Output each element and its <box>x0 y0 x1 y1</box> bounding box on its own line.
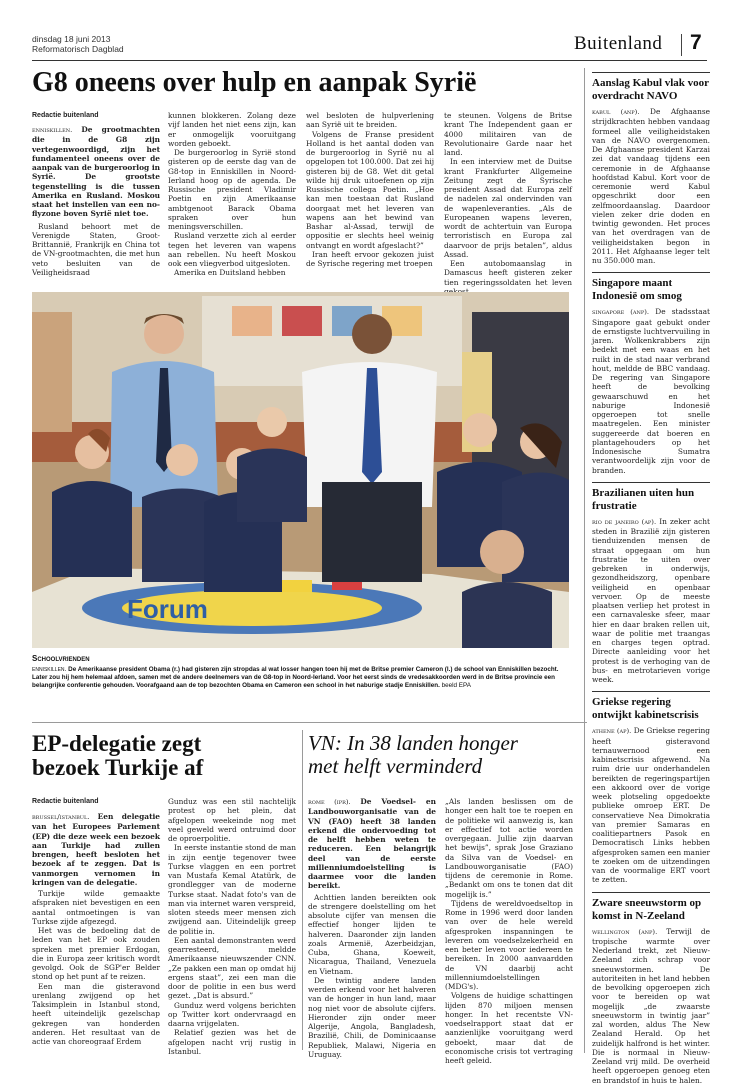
issue-date: dinsdag 18 juni 2013 <box>32 34 111 44</box>
classroom-photo <box>32 292 569 648</box>
ep-col-1 <box>32 812 160 1046</box>
main-byline: Redactie buitenland <box>32 112 99 119</box>
ep-lead: Een delegatie van het Europees Parlement (EP) die deze week een bezoek aan Turkije had zullen brengen, heeft besloten het bezoek af te zeggen. Dat is vanmorgen vernomen in kringen van de delegatie. <box>32 812 160 887</box>
paragraph: In eerste instantie stond de man in zijn eentje tegenover twee Turkse vlaggen en een portret van Mustafa Kemal Atatürk, de grondlegger van de moderne Turkse staat. Nadat foto's van de man via internet waren verspreid, sloten steeds meer mensen zich zwijgend aan. Uiteindelijk greep de politie in. <box>168 843 296 936</box>
section-title: Buitenland <box>574 33 663 54</box>
main-col-4 <box>444 111 572 296</box>
sidebar-item-greece <box>592 691 710 884</box>
paragraph: Amerika en Duitsland hebben <box>174 268 286 278</box>
sidebar-text: In zeker acht steden in Brazilië zijn gisteren tienduizenden mensen de straat opgegaan om hun frustratie te uiten over gebreken in onderwijs, gezondheidszorg, openbare veiligheid en openbaar vervoer. Op de meeste plaatsen verliep het protest in een carnavaleske sfeer, maar hier en daar braken rellen uit, waar de politie met traangas en charges tegen optrad. Directe aanleiding voor het protest is de verhoging van de bus- en metrotarieven vorige week. <box>592 516 710 684</box>
paragraph: Het was de bedoeling dat de leden van het EP ook zouden spreken met premier Erdogan, die in Europa zeer kritisch wordt gevolgd. Ook de SGP'er Belder stond op het punt af te reizen. <box>32 926 160 982</box>
paragraph: Tijdens de wereldvoedseltop in Rome in 1996 werd door landen van over de hele wereld afgesproken inspanningen te leveren om voedselzekerheid en een beter leven voor iedereen te bereiken. In 2000 aanvaardden de VN daarbij acht millenniumdoelstellingen (MDG's). <box>445 898 573 991</box>
vn-headline <box>308 732 588 778</box>
sidebar-headline: Singapore maant Indonesië om smog <box>592 277 682 303</box>
paragraph: te steunen. Volgens de Britse krant The Independent gaan er 4000 militairen van de Revolutionaire Garde naar het land. <box>444 111 572 157</box>
paragraph: Iran heeft ervoor gekozen juist de Syrische regering met troepen <box>306 249 434 268</box>
vn-headline-line-1: VN: In 38 landen honger <box>308 731 518 755</box>
sidebar-item-new-zealand <box>592 892 710 1085</box>
paragraph: Relatief gezien was het de afgelopen nacht vrij rustig in Istanbul. <box>168 1028 296 1056</box>
paper-name: Reformatorisch Dagblad <box>32 44 124 54</box>
paragraph: Gunduz was een stil nachtelijk protest op het plein, dat afgelopen weekeinde nog met veel geweld werd ontruimd door de oproerpolitie. <box>168 797 296 843</box>
sidebar-rule <box>592 72 710 73</box>
sidebar-rule <box>592 482 710 483</box>
vn-lead: De Voedsel- en Landbouworganisatie van de VN (FAO) heeft 38 landen erkend die ondervoeding tot de helft hebben weten te reduceren. Een belangrijk deel van de eerste millenniumdoelstelling is daarmee voor die landen bereikt. <box>308 797 436 891</box>
sidebar-body <box>592 927 710 1085</box>
sidebar-divider <box>584 68 585 1053</box>
photo-credit: beeld EPA <box>441 682 471 689</box>
column-divider <box>302 730 303 1050</box>
ep-col-2 <box>168 797 296 1056</box>
sidebar-item-singapore <box>592 272 710 475</box>
sidebar-headline: Brazilianen uiten hun frustratie <box>592 486 695 512</box>
ep-dateline: brussel/istanbul. <box>32 813 90 821</box>
paragraph: Een autobomaanslag in Damascus heeft gisteren zeker tien regeringssoldaten het leven <box>444 259 572 287</box>
page-number: 7 <box>690 31 702 54</box>
sidebar-body <box>592 107 710 265</box>
vn-dateline: rome (ipr). <box>308 798 351 806</box>
masthead-info <box>32 34 124 54</box>
sidebar-headline: Aanslag Kabul vlak voor overdracht NAVO <box>592 77 709 102</box>
sidebar-item-kabul <box>592 72 710 265</box>
sidebar-text: De Griekse regering heeft gisteravond ternauwernood een kabinetscrisis afgewend. Na ruim drie uur onderhandelen bereikten de regeringspartijen een akkoord over de vorige week plotseling opgedoekte publieke omroep ERT. De conservatieve Nea Dimokratia van premier Samaras en coalitiepartners Pasok en Democratisch Links hebben afgesproken samen een manier te zoeken om de uitzendingen van de voormalige ERT voort te zetten. <box>592 726 711 885</box>
news-photo <box>32 292 569 648</box>
paragraph: Een man die gisteravond urenlang zwijgend op het Taksimplein in Istanbul stond, heeft uiteindelijk gezelschap gekregen van honderden anderen. Het resultaat van de actie van choreograaf Erdem <box>32 981 160 1046</box>
paragraph: Rusland verzette zich al eerder tegen het leveren van wapens aan rebellen. Nu heeft Moskou ook een vliegverbod uitgesloten. <box>168 231 296 268</box>
sidebar-body <box>592 307 710 475</box>
mural-lettering: Forum <box>127 594 208 624</box>
sidebar-text: De Afghaanse strijdkrachten hebben vandaag formeel alle veiligheidstaken van de NAVO overgenomen. De Afghaanse president Karzai zei dat vandaag tijdens een ceremonie in de Afghaanse hoofdstad Kabul. Kort voor de ceremonie werd Kabul opgeschrikt door een zelfmoordaanslag. Daardoor vielen zeker drie doden en twintig gewonden. Het proces van het overdragen van de veiligheidstaken begon in 2011. Het Afghaanse leger telt nu 350.000 man. <box>592 107 710 265</box>
main-col-3 <box>306 111 434 268</box>
sidebar <box>592 72 710 1085</box>
sidebar-body <box>592 517 710 685</box>
sidebar-rule <box>592 272 710 273</box>
ep-headline-line-1: EP-delegatie zegt <box>32 731 202 756</box>
paragraph: Volgens de huidige schattingen lijden 870 miljoen mensen honger. In het recentste VN-voedselrapport staat dat er aanzienlijke vooruitgang werd geboekt, maar dat de economische crisis tot vertraging heeft geleid. <box>445 991 573 1065</box>
paragraph: De twintig andere landen werden erkend voor het halveren van de honger in hun land, maar nog niet voor de absolute cijfers. Hieronder zijn onder meer Algerije, Angola, Bangladesh, Brazilië, Chili, de Dominicaanse Republiek, Malawi, Nigeria en Uruguay. <box>308 975 436 1059</box>
caption-place: enniskillen. <box>32 666 67 673</box>
photo-caption <box>32 666 569 690</box>
main-dateline: enniskillen. <box>32 126 73 134</box>
paragraph: Rusland behoort met de Verenigde Staten, Groot-Brittannië, Frankrijk en China tot de VN-grootmachten, die met hun veto besluiten van de Veiligheidsraad <box>32 221 160 277</box>
paragraph: Een aantal demonstranten werd gearresteerd, meldde Amerikaanse nieuwszender CNN. „Ze pakken een man op omdat hij ergens staat”, zei een man die door de politie in een bus werd gezet. „Dat is absurd.” <box>168 935 296 1001</box>
paragraph: wel besloten de hulpverlening aan Syrië uit te breiden. <box>306 111 434 130</box>
vn-headline-line-2: met helft verminderd <box>308 754 483 779</box>
vn-col-2 <box>445 797 573 1065</box>
main-headline: G8 oneens over hulp en aanpak Syrië <box>32 67 477 98</box>
paragraph: Volgens de Franse president Holland is het aantal doden van de burgeroorlog in Syrië nu al opgelopen tot 100.000. Dat zei hij gisteren bij de G8. Wet dit getal wilde hij druk uitoefenen op zijn Russische collega Poetin. „Hoe kan men toestaan dat Rusland doorgaat met het leveren van wapens aan het bewind van Bashar al-Assad, terwijl de oppositie er slechts heel weinig ontvangt en wordt afgeslacht?” <box>306 129 434 250</box>
ep-headline <box>32 732 292 780</box>
sidebar-dateline: athene (ap). <box>592 727 632 736</box>
ep-byline: Redactie buitenland <box>32 798 99 805</box>
paragraph: Gunduz werd volgens berichten op Twitter kort ondervraagd en daarna vrijgelaten. <box>168 1000 296 1028</box>
sidebar-text: De stadsstaat Singapore gaat gebukt onder de ernstigste luchtvervuiling in jaren. Wolkenkrabbers zijn bedekt met een waas en het ruikt in de stad naar verbrand hout, meldde de BBC vandaag. De regering van Singapore heeft de bevolking gewaarschuwd en het naburige Indonesië opgeroepen tot snelle maatregelen. Een minister suggereerde dat boeren en plantagehouders op het Indonesische Sumatra verantwoordelijk zijn voor de branden. <box>592 307 711 475</box>
main-col-2 <box>168 111 296 278</box>
sidebar-dateline: kabul (anp). <box>592 108 640 116</box>
sidebar-body <box>592 726 710 884</box>
main-col-1 <box>32 125 160 277</box>
paragraph: kunnen blokkeren. Zolang deze vijf landen het niet eens zijn, kan er onmogelijk vooruitgang worden geboekt. <box>168 111 296 148</box>
main-lead: De grootmachten die in de G8 zijn vertegenwoordigd, zijn het fundamenteel oneens over de aanpak van de burgeroorlog in Syrië. De grootste tegenstelling is die tussen Amerika en Rusland. Moskou staat het instellen van een no-flyzone boven Syrië niet toe. <box>32 125 160 219</box>
sidebar-rule <box>592 892 710 893</box>
sidebar-dateline: singapore (anp). <box>592 308 650 317</box>
section-rule <box>32 722 587 723</box>
paragraph: Turkije wilde gemaakte afspraken niet bevestigen en een aantal ontmoetingen is van Turkse zijde afgezegd. <box>32 889 160 926</box>
caption-title: Schoolvrienden <box>32 654 90 663</box>
ep-headline-line-2: bezoek Turkije af <box>32 755 204 781</box>
sidebar-dateline: rio de janeiro (ap). <box>592 517 657 526</box>
sidebar-rule <box>592 691 710 692</box>
sidebar-item-brazil <box>592 482 710 685</box>
paragraph: In een interview met de Duitse krant Frankfurter Allgemeine Zeitung zegt de Syrische president Assad dat Europa zelf de nadelen zal ondervinden van de wapenleveranties. „Als de Europeanen wapens leveren, wordt de achtertuin van Europa terroristisch en Europa zal daarvoor de prijs betalen”, aldus Assad. <box>444 157 572 259</box>
sidebar-dateline: wellington (anp). <box>592 927 658 936</box>
header-divider <box>681 34 682 56</box>
paragraph: Achttien landen bereikten ook de strengere doelstelling om het absolute cijfer van mensen die effectief honger lijden te halveren. Daaronder zijn landen zoals Armenië, Azerbeidzjan, Cuba, Ghana, Koeweit, Nicaragua, Thailand, Venezuela en Vietnam. <box>308 892 436 976</box>
sidebar-headline: Zware sneeuwstorm op komst in N-Zeeland <box>592 896 702 922</box>
header-rule <box>32 60 707 61</box>
sidebar-text: Terwijl de tropische warmte over Nederland trekt, zet Nieuw-Zeeland zich schrap voor sneeuwstormen. De autoriteiten in het land hebben de bevolking opgeroepen zich voor te bereiden op wat mogelijk „de zwaarste sneeuwstorm in twintig jaar” zal worden, aldus The New Zealand Herald. Op het zuidelijk halfrond is het winter. Die is normaal in Nieuw-Zeeland vrij mild. De overheid heeft opgeroepen genoeg eten en brandstof in huis te halen. <box>592 926 710 1085</box>
paragraph: De burgeroorlog in Syrië stond gisteren op de eerste dag van de G8-top in Enniskillen in Noord-Ierland hoog op de agenda. De Russische president Vladimir Poetin en zijn Amerikaanse ambtgenoot Barack Obama spraken over hun meningsverschillen. <box>168 148 296 231</box>
paragraph: „Als landen beslissen om de honger een halt toe te roepen en de politieke wil aanwezig is, kan er effectief tot actie worden overgegaan. Jullie zijn daarvan het bewijs”, sprak Jose Graziano da Silva van de Voedsel- en Landbouworganisatie (FAO) tijdens de ceremonie in Rome. „Bedankt om ons te tonen dat dit mogelijk is.” <box>445 797 573 899</box>
caption-text: De Amerikaanse president Obama (r.) had gisteren zijn stropdas al wat losser hangen toen hij met de Britse premier Cameron (l.) de school van Enniskillen bezocht. Later zou hij hem helemaal afdoen, samen met de andere deelnemers van de G8-top in Noord-Ierland. Voor het eerst sinds de vredesakkoorden werd in de Britse provincie een belangrijke conferentie gehouden. Voorafgaand aan de top bezochten Obama en Cameron een school in het naburige stadje Enniskillen. <box>32 666 559 689</box>
sidebar-headline: Griekse regering ontwijkt kabinetscrisis <box>592 696 699 722</box>
vn-col-1 <box>308 797 436 1059</box>
